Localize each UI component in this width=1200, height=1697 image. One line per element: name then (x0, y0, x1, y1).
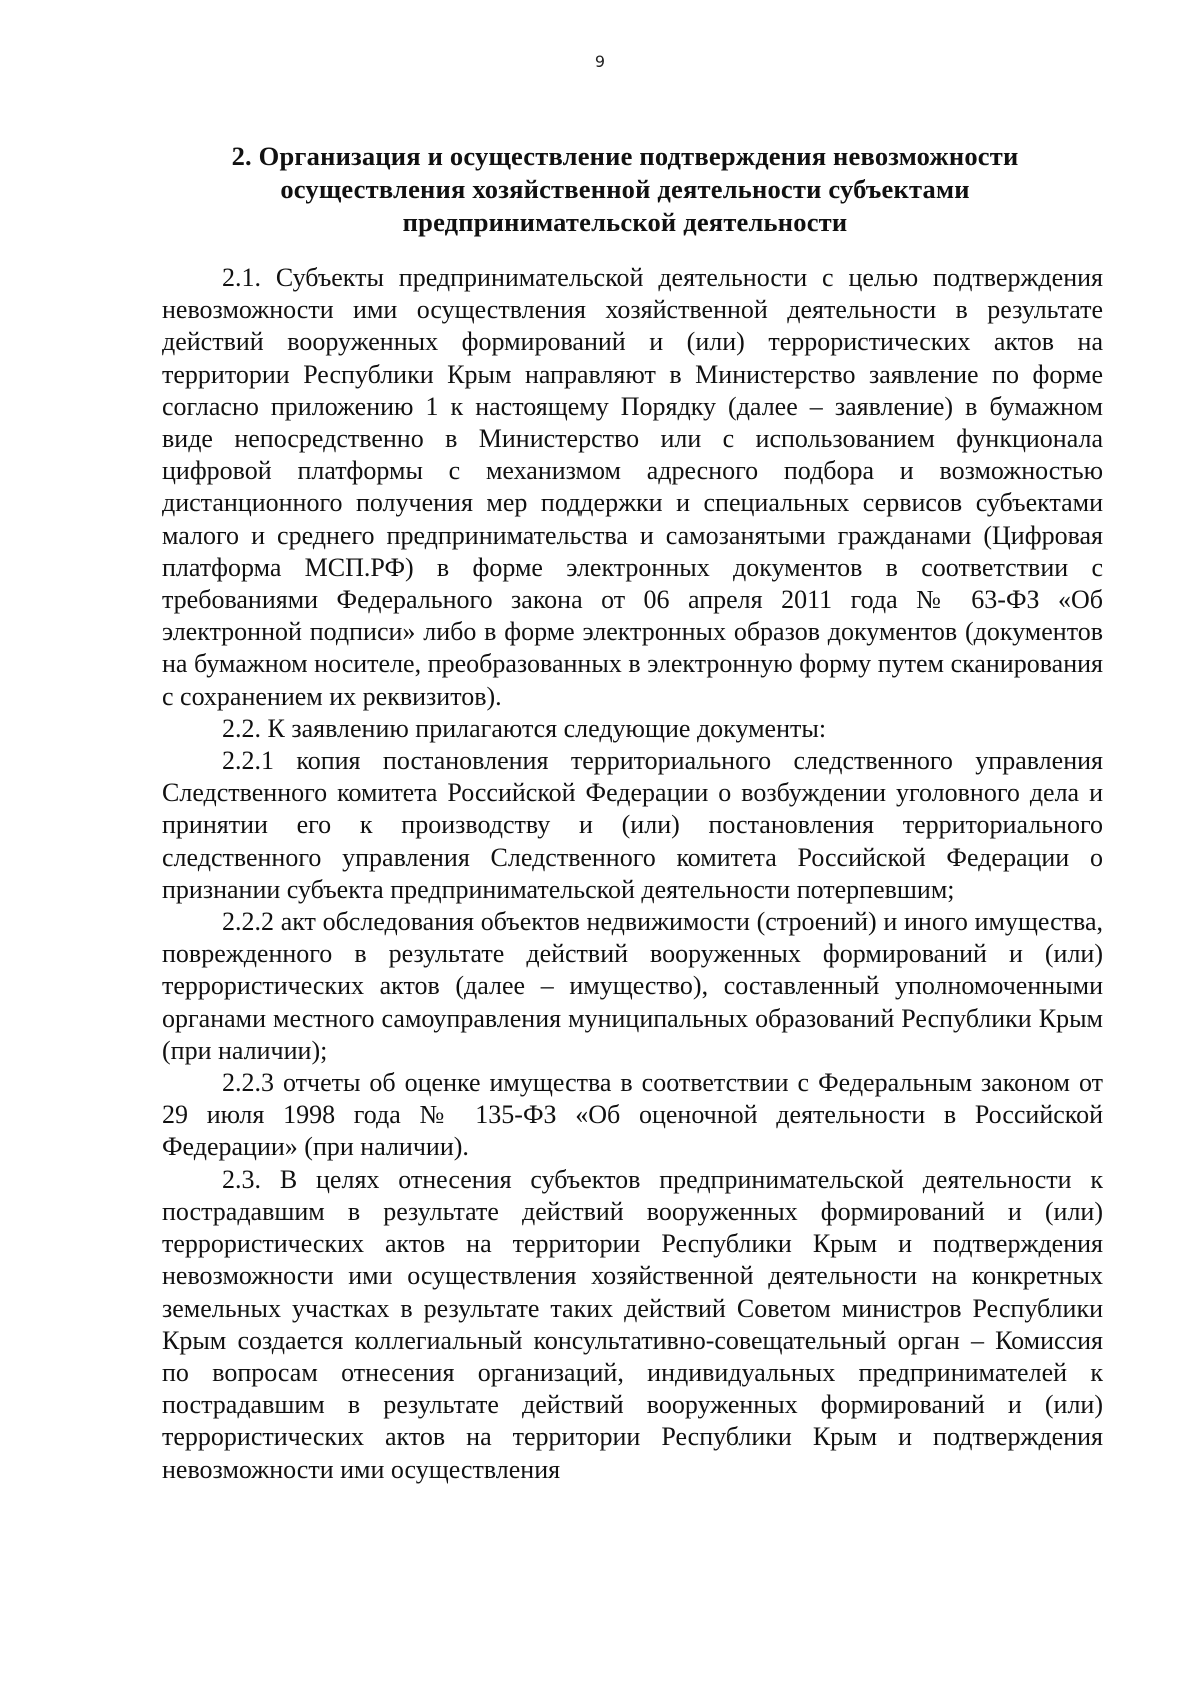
paragraph-2-2-2: 2.2.2 акт обследования объектов недвижимости (строений) и иного имущества, поврежденного в результате действий вооруженных формирований и (или) террористических актов (далее – имущество), составленный уполномоченными органами местного самоуправления муниципальных образований Республики Крым (при наличии); (162, 907, 1103, 1065)
section-heading: 2. Организация и осуществление подтверждения невозможности осуществления хозяйственной деятельности субъектами предпринимательской деятельности (231, 141, 1019, 237)
paragraph-2-1: 2.1. Субъекты предпринимательской деятельности с целью подтверждения невозможности ими осуществления хозяйственной деятельности в результате действий вооруженных формирований и (или) террористических актов на территории Республики Крым направляют в Министерство заявление по форме согласно приложению 1 к настоящему Порядку (далее – заявление) в бумажном виде непосредственно в Министерство или с использованием функционала цифровой платформы с механизмом адресного подбора и возможностью дистанционного получения мер поддержки и специальных сервисов субъектами малого и среднего предпринимательства и самозанятыми гражданами (Цифровая платформа МСП.РФ) в форме электронных документов в соответствии с требованиями Федерального закона от 06 апреля 2011 года № 63-ФЗ «Об электронной подписи» либо в форме электронных образов документов (документов на бумажном носителе, преобразованных в электронную форму путем сканирования с сохранением их реквизитов). (162, 263, 1103, 711)
document-body (162, 262, 1103, 1486)
paragraph-2-2-1: 2.2.1 копия постановления территориального следственного управления Следственного комитета Российской Федерации о возбуждении уголовного дела и принятии его к производству и (или) постановления территориального следственного управления Следственного комитета Российской Федерации о признании субъекта предпринимательской деятельности потерпевшим; (162, 746, 1103, 904)
page-number: 9 (594, 52, 606, 71)
paragraph-2-3: 2.3. В целях отнесения субъектов предпринимательской деятельности к пострадавшим в результате действий вооруженных формирований и (или) террористических актов на территории Республики Крым и подтверждения невозможности ими осуществления хозяйственной деятельности на конкретных земельных участках в результате таких действий Советом министров Республики Крым создается коллегиальный консультативно-совещательный орган – Комиссия по вопросам отнесения организаций, индивидуальных предпринимателей к пострадавшим в результате действий вооруженных формирований и (или) террористических актов на территории Республики Крым и подтверждения невозможности ими осуществления (162, 1164, 1103, 1484)
paragraph-2-2: 2.2. К заявлению прилагаются следующие документы: (222, 713, 827, 743)
paragraph-2-2-3: 2.2.3 отчеты об оценке имущества в соответствии с Федеральным законом от 29 июля 1998 года № 135-ФЗ «Об оценочной деятельности в Российской Федерации» (при наличии). (162, 1068, 1103, 1162)
